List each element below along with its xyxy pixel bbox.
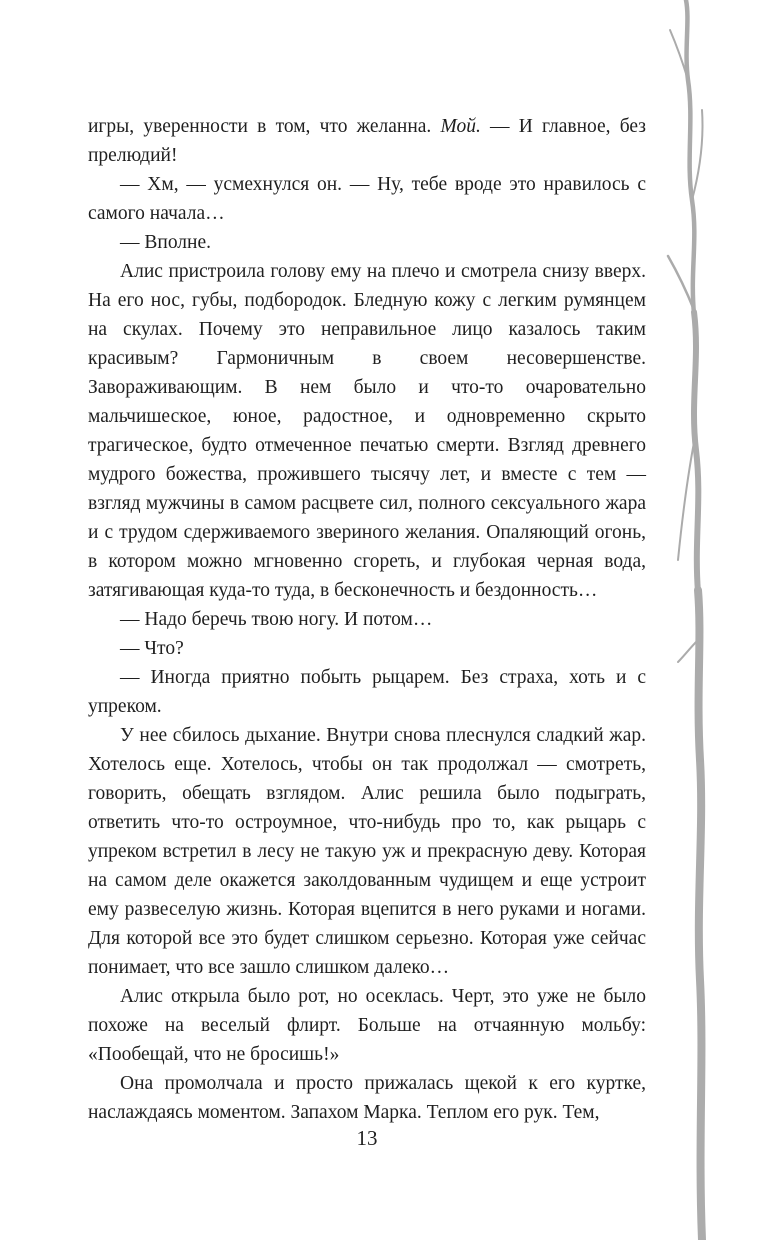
page-number: 13 xyxy=(356,1126,378,1150)
branch-twig xyxy=(670,30,688,80)
paragraph xyxy=(88,605,646,634)
paragraph xyxy=(88,170,646,228)
paragraph xyxy=(88,1069,646,1127)
branch-decoration xyxy=(658,0,768,1240)
text-run: Алис пристроила голову ему на плечо и смотрела снизу вверх. На его нос, губы, подбородок. Бледную кожу с легким румянцем на скулах. Почему это неправильное лицо казалось таким красивым? Гармоничным в своем несовершенстве. Завораживающим. В нем было и что-то очаровательно мальчишеское, юное, радостное, и одновременно скрыто трагическое, будто отмеченное печатью смерти. Взгляд древнего мудрого божества, прожившего тысячу лет, и вместе с тем — взгляд мужчины в самом расцвете сил, полного сексуального жара и с трудом сдерживаемого звериного желания. Опаляющий огонь, в котором можно мгновенно сгореть, и глубокая черная вода, затягивающая куда-то туда, в бесконечность и бездонность… xyxy=(88,261,646,601)
paragraph xyxy=(88,663,646,721)
paragraph xyxy=(88,257,646,605)
branch-twig xyxy=(678,640,698,662)
text-run: игры, уверенности в том, что желанна. xyxy=(88,116,441,137)
paragraph xyxy=(88,982,646,1069)
branch-twig xyxy=(668,256,694,310)
branch-trunk-mid xyxy=(694,312,698,592)
branch-trunk-upper xyxy=(686,0,694,314)
paragraph xyxy=(88,228,646,257)
text-run: — Надо беречь твою ногу. И потом… xyxy=(120,609,433,630)
text-run: — Вполне. xyxy=(120,232,212,253)
text-run: У нее сбилось дыхание. Внутри снова плеснулся сладкий жар. Хотелось еще. Хотелось, чтобы он так продолжал — смотреть, говорить, обещать взглядом. Алис решила было подыграть, ответить что-то остроумное, что-нибудь про то, как рыцарь с упреком встретил в лесу не такую уж и прекрасную деву. Которая на самом деле окажется заколдованным чудищем и еще устроит ему развеселую жизнь. Которая вцепится в него руками и ногами. Для которой все это будет слишком серьезно. Которая уже сейчас понимает, что все зашло слишком далеко… xyxy=(88,725,646,978)
text-run: — И главное, без прелюдий! xyxy=(88,116,646,166)
text-run: — Иногда приятно побыть рыцарем. Без страха, хоть и с упреком. xyxy=(88,667,646,717)
paragraph xyxy=(88,634,646,663)
text-block xyxy=(88,112,646,1127)
branch-twig xyxy=(692,110,703,200)
branch-illustration xyxy=(658,0,768,1240)
paragraph xyxy=(88,112,646,170)
paragraph xyxy=(88,721,646,982)
text-run: — Что? xyxy=(120,638,184,659)
text-run: Она промолчала и просто прижалась щекой к его куртке, наслаждаясь моментом. Запахом Марка. Теплом его рук. Тем, xyxy=(88,1073,646,1123)
text-run-italic: Мой. xyxy=(440,116,481,137)
branch-twig xyxy=(678,432,696,560)
branch-trunk-lower xyxy=(698,590,702,1240)
text-run: — Хм, — усмехнулся он. — Ну, тебе вроде это нравилось с самого начала… xyxy=(88,174,646,224)
text-run: Алис открыла было рот, но осеклась. Черт, это уже не было похоже на веселый флирт. Больше на отчаянную мольбу: «Пообещай, что не бросишь!» xyxy=(88,986,646,1065)
